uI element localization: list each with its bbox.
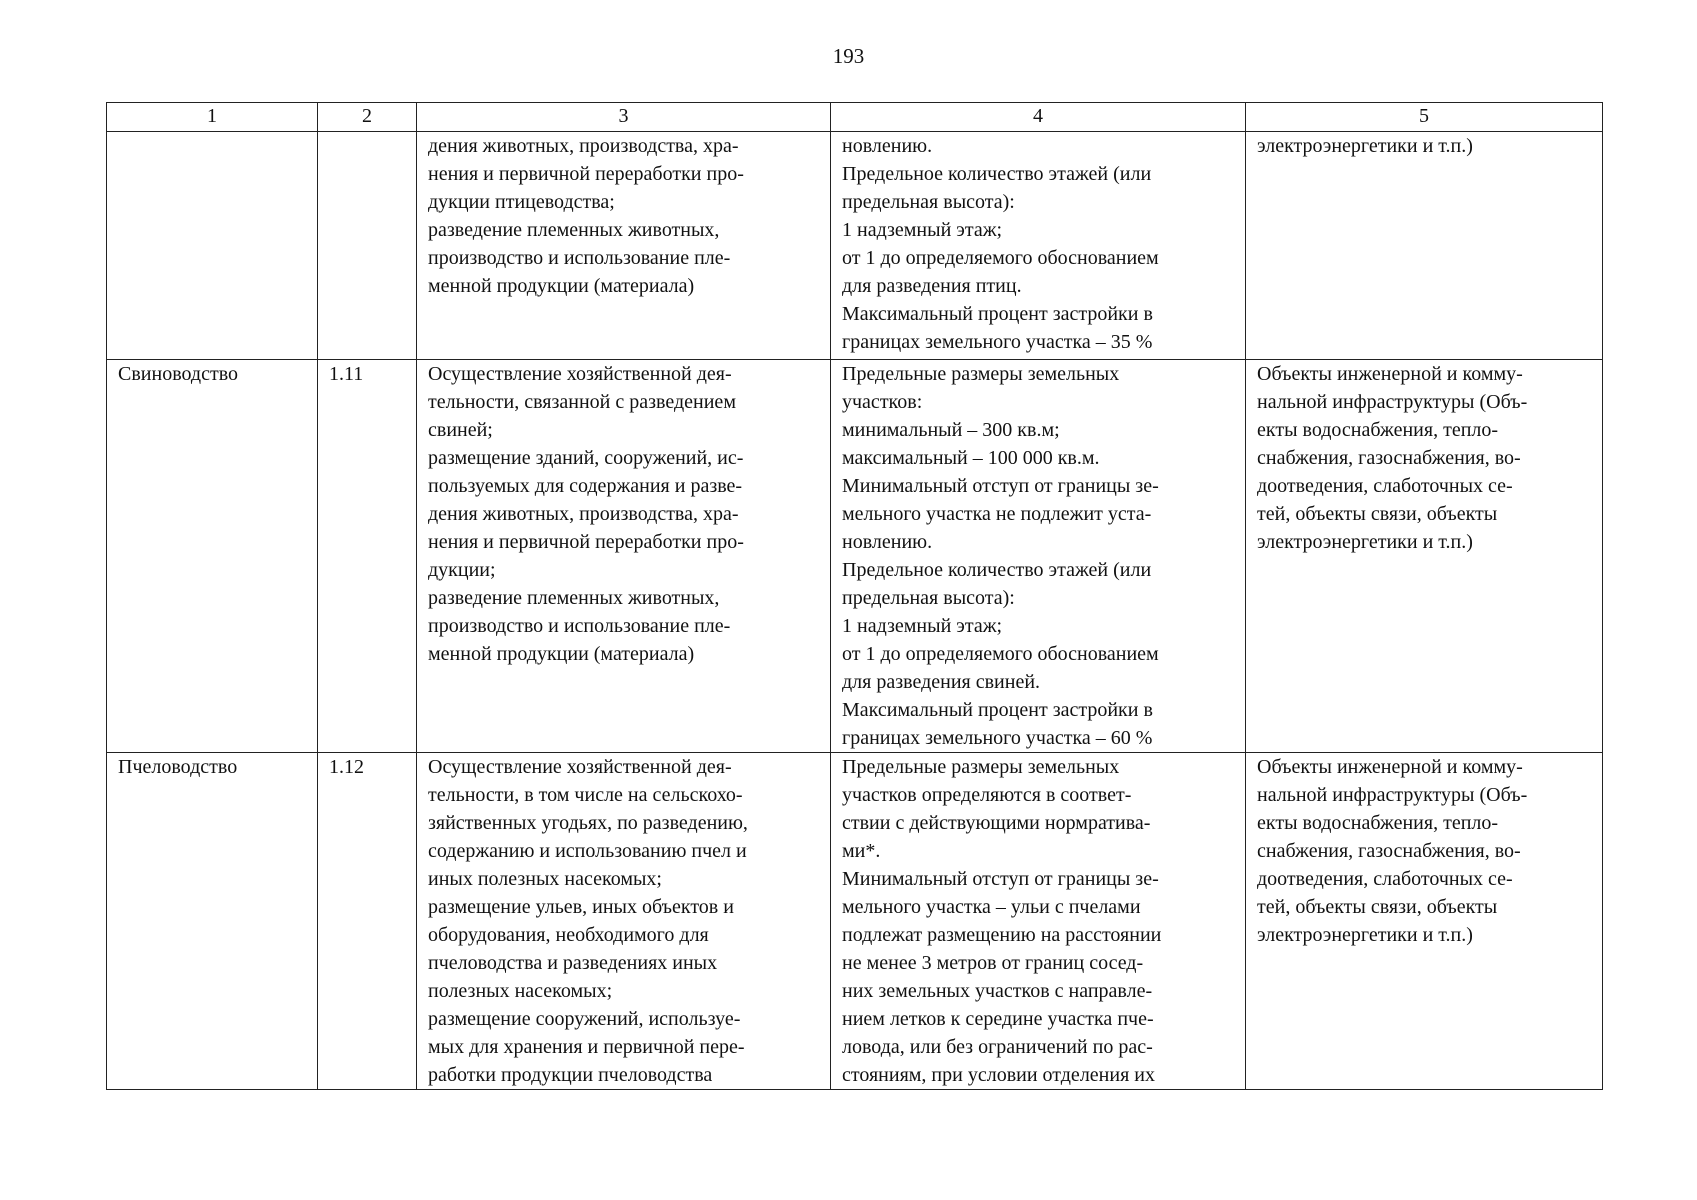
cell-text-line: работки продукции пчеловодства [428,1064,713,1086]
cell-text-line: дукции птицеводства; [428,191,615,213]
cell-text-line: мых для хранения и первичной пере- [428,1036,745,1058]
cell-text-line: электроэнергетики и т.п.) [1257,135,1473,157]
cell-text-line: тей, объекты связи, объекты [1257,896,1498,918]
cell-text-line: размещение сооружений, используе- [428,1008,741,1030]
cell-text-line: пчеловодства и разведениях иных [428,952,718,974]
permitted-objects-cell [1246,132,1603,360]
cell-text-line: максимальный – 100 000 кв.м. [842,447,1100,469]
cell-text-line: мельного участка не подлежит уста- [842,503,1152,525]
cell-text-line: свиней; [428,419,493,441]
cell-text-line: размещение ульев, иных объектов и [428,896,734,918]
cell-text-line: Предельное количество этажей (или [842,163,1152,185]
cell-text-line: Минимальный отступ от границы зе- [842,475,1159,497]
cell-text-line: Максимальный процент застройки в [842,303,1153,325]
cell-text-line: них земельных участков с направле- [842,980,1153,1002]
cell-text-line: снабжения, газоснабжения, во- [1257,447,1521,469]
cell-text-line: дения животных, производства, хра- [428,503,739,525]
parameters-cell [831,132,1246,360]
cell-text-line: менной продукции (материала) [428,643,695,665]
column-number: 4 [831,103,1246,132]
cell-text-line: снабжения, газоснабжения, во- [1257,840,1521,862]
cell-text-line: от 1 до определяемого обоснованием [842,643,1159,665]
cell-text-line: оборудования, необходимого для [428,924,709,946]
zoning-table [106,102,1603,1090]
cell-text-line: 1 надземный этаж; [842,615,1003,637]
cell-text-line: предельная высота): [842,587,1015,609]
table-body [107,132,1603,1090]
parameters-cell [831,753,1246,1090]
cell-text-line: новлению. [842,135,933,157]
cell-text-line: электроэнергетики и т.п.) [1257,924,1473,946]
cell-text-line: Пчеловодство [118,756,238,778]
cell-text-line: доотведения, слаботочных се- [1257,475,1513,497]
cell-text-line: границах земельного участка – 60 % [842,727,1153,749]
cell-text-line: Осуществление хозяйственной дея- [428,756,732,778]
cell-text-line: новлению. [842,531,933,553]
cell-text-line: Объекты инженерной и комму- [1257,756,1523,778]
cell-text-line: стояниям, при условии отделения их [842,1064,1155,1086]
column-number-row [107,103,1603,132]
cell-text-line: минимальный – 300 кв.м; [842,419,1060,441]
cell-text-line: нием летков к середине участка пче- [842,1008,1154,1030]
cell-text-line: нения и первичной переработки про- [428,531,744,553]
use-description-cell [417,753,831,1090]
use-name-cell [107,132,318,360]
cell-text-line: ми*. [842,840,881,862]
cell-text-line: Объекты инженерной и комму- [1257,363,1523,385]
cell-text-line: тей, объекты связи, объекты [1257,503,1498,525]
cell-text-line: Максимальный процент застройки в [842,699,1153,721]
use-description-cell [417,132,831,360]
use-name-cell [107,753,318,1090]
column-number: 2 [318,103,417,132]
cell-text-line: полезных насекомых; [428,980,613,1002]
cell-text-line: 1.11 [329,363,364,385]
use-description-cell [417,360,831,753]
cell-text-line: доотведения, слаботочных се- [1257,868,1513,890]
cell-text-line: нения и первичной переработки про- [428,163,744,185]
cell-text-line: для разведения свиней. [842,671,1041,693]
cell-text-line: дукции; [428,559,496,581]
cell-text-line: Предельное количество этажей (или [842,559,1152,581]
cell-text-line: разведение племенных животных, [428,587,720,609]
cell-text-line: нальной инфраструктуры (Объ- [1257,784,1528,806]
cell-text-line: разведение племенных животных, [428,219,720,241]
cell-text-line: производство и использование пле- [428,247,731,269]
cell-text-line: от 1 до определяемого обоснованием [842,247,1159,269]
column-number: 3 [417,103,831,132]
use-code-cell [318,753,417,1090]
permitted-objects-cell [1246,753,1603,1090]
parameters-cell [831,360,1246,753]
table-row [107,360,1603,753]
cell-text-line: иных полезных насекомых; [428,868,662,890]
cell-text-line: нальной инфраструктуры (Объ- [1257,391,1528,413]
cell-text-line: границах земельного участка – 35 % [842,331,1153,353]
cell-text-line: Предельные размеры земельных [842,363,1120,385]
page-number: 193 [832,44,865,68]
column-number: 5 [1246,103,1603,132]
cell-text-line: екты водоснабжения, тепло- [1257,812,1499,834]
use-name-cell [107,360,318,753]
cell-text-line: Предельные размеры земельных [842,756,1120,778]
use-code-cell [318,132,417,360]
cell-text-line: Минимальный отступ от границы зе- [842,868,1159,890]
cell-text-line: дения животных, производства, хра- [428,135,739,157]
cell-text-line: участков определяются в соответ- [842,784,1132,806]
column-number: 1 [107,103,318,132]
cell-text-line: размещение зданий, сооружений, ис- [428,447,744,469]
cell-text-line: содержанию и использованию пчел и [428,840,747,862]
cell-text-line: подлежат размещению на расстоянии [842,924,1162,946]
cell-text-line: мельного участка – ульи с пчелами [842,896,1141,918]
cell-text-line: ловода, или без ограничений по рас- [842,1036,1153,1058]
cell-text-line: участков: [842,391,923,413]
cell-text-line: Свиноводство [118,363,239,385]
table-row [107,132,1603,360]
cell-text-line: менной продукции (материала) [428,275,695,297]
use-code-cell [318,360,417,753]
cell-text-line: не менее 3 метров от границ сосед- [842,952,1144,974]
cell-text-line: 1 надземный этаж; [842,219,1003,241]
permitted-objects-cell [1246,360,1603,753]
cell-text-line: для разведения птиц. [842,275,1022,297]
cell-text-line: Осуществление хозяйственной дея- [428,363,732,385]
cell-text-line: пользуемых для содержания и разве- [428,475,743,497]
cell-text-line: тельности, в том числе на сельскохо- [428,784,743,806]
cell-text-line: электроэнергетики и т.п.) [1257,531,1473,553]
cell-text-line: предельная высота): [842,191,1015,213]
cell-text-line: 1.12 [329,756,364,778]
cell-text-line: зяйственных угодьях, по разведению, [428,812,748,834]
cell-text-line: тельности, связанной с разведением [428,391,736,413]
cell-text-line: екты водоснабжения, тепло- [1257,419,1499,441]
cell-text-line: производство и использование пле- [428,615,731,637]
cell-text-line: ствии с действующими нормратива- [842,812,1151,834]
table-row [107,753,1603,1090]
